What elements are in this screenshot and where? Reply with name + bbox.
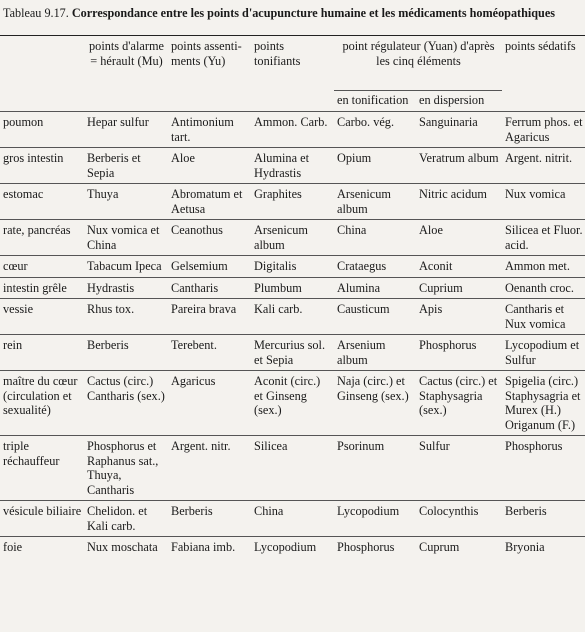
cell-yuan-toni: Arsenicum album [334,184,416,220]
cell-yuan-disp: Aloe [416,220,502,256]
cell-sedatifs: Ferrum phos. et Agaricus [502,112,585,148]
cell-toni: Digitalis [251,256,334,278]
cell-toni: Arsenicum album [251,220,334,256]
cell-yuan-toni: Causticum [334,299,416,335]
cell-sedatifs: Argent. nitrit. [502,148,585,184]
cell-toni: Aconit (circ.) et Ginseng (sex.) [251,371,334,436]
cell-yuan-toni: Phosphorus [334,537,416,558]
table-row [0,112,585,148]
cell-sedatifs: Nux vomica [502,184,585,220]
cell-yuan-toni: Naja (circ.) et Ginseng (sex.) [334,371,416,436]
caption-title: Correspondance entre les points d'acupuncture humaine et les médicaments homéopathiques [71,6,555,20]
cell-mu: Berberis [84,335,168,371]
cell-mu: Nux moschata [84,537,168,558]
cell-yu: Cantharis [168,277,251,299]
cell-yuan-disp: Phosphorus [416,335,502,371]
cell-yuan-disp: Colocynthis [416,501,502,537]
header-sedatifs: points sédatifs [502,36,585,112]
cell-mu: Thuya [84,184,168,220]
cell-toni: Ammon. Carb. [251,112,334,148]
table-row [0,371,585,436]
cell-yu: Ceanothus [168,220,251,256]
cell-yuan-disp: Cuprium [416,277,502,299]
cell-yuan-disp: Nitric acidum [416,184,502,220]
table-row [0,537,585,558]
cell-mu: Hydrastis [84,277,168,299]
cell-yuan-disp: Sanguinaria [416,112,502,148]
cell-toni: Plumbum [251,277,334,299]
table-row [0,256,585,278]
cell-organ: estomac [0,184,84,220]
cell-organ: vésicule biliaire [0,501,84,537]
caption-number: Tableau 9.17. [3,6,69,20]
cell-yuan-toni: Arsenium album [334,335,416,371]
cell-mu: Chelidon. et Kali carb. [84,501,168,537]
cell-organ: rate, pancréas [0,220,84,256]
cell-sedatifs: Lycopodium et Sulfur [502,335,585,371]
header-yu: points assenti-ments (Yu) [168,36,251,112]
cell-organ: triple réchauffeur [0,436,84,501]
cell-toni: Silicea [251,436,334,501]
cell-organ: cœur [0,256,84,278]
cell-toni: Kali carb. [251,299,334,335]
cell-mu: Rhus tox. [84,299,168,335]
header-yuan-toni: en tonification [334,91,416,112]
cell-yuan-disp: Sulfur [416,436,502,501]
correspondence-table [0,35,585,558]
cell-yu: Berberis [168,501,251,537]
cell-mu: Tabacum Ipeca [84,256,168,278]
cell-yu: Pareira brava [168,299,251,335]
table-row [0,501,585,537]
cell-yuan-toni: Crataegus [334,256,416,278]
cell-yu: Gelsemium [168,256,251,278]
table-row [0,277,585,299]
cell-yu: Terebent. [168,335,251,371]
cell-yuan-toni: China [334,220,416,256]
cell-yu: Fabiana imb. [168,537,251,558]
table-row [0,335,585,371]
cell-sedatifs: Cantharis et Nux vomica [502,299,585,335]
cell-yuan-disp: Aconit [416,256,502,278]
cell-yuan-toni: Lycopodium [334,501,416,537]
cell-yuan-toni: Psorinum [334,436,416,501]
cell-toni: Mercurius sol. et Sepia [251,335,334,371]
cell-organ: rein [0,335,84,371]
cell-organ: poumon [0,112,84,148]
cell-yu: Abromatum et Aetusa [168,184,251,220]
cell-yuan-disp: Cactus (circ.) et Staphysagria (sex.) [416,371,502,436]
header-mu: points d'alarme = hérault (Mu) [84,36,168,112]
table-row [0,148,585,184]
cell-sedatifs: Silicea et Fluor. acid. [502,220,585,256]
cell-yuan-disp: Cuprum [416,537,502,558]
cell-toni: Graphites [251,184,334,220]
cell-yuan-disp: Apis [416,299,502,335]
cell-organ: foie [0,537,84,558]
cell-yu: Agaricus [168,371,251,436]
table-row [0,184,585,220]
cell-sedatifs: Spigelia (circ.) Staphysagria et Murex (H.) Origanum (F.) [502,371,585,436]
cell-sedatifs: Ammon met. [502,256,585,278]
table-row [0,436,585,501]
cell-toni: China [251,501,334,537]
cell-sedatifs: Berberis [502,501,585,537]
cell-organ: gros intestin [0,148,84,184]
table-body [0,112,585,558]
cell-mu: Hepar sulfur [84,112,168,148]
cell-yu: Argent. nitr. [168,436,251,501]
header-row [0,36,585,91]
header-yuan-disp: en dispersion [416,91,502,112]
cell-sedatifs: Oenanth croc. [502,277,585,299]
cell-mu: Phosphorus et Raphanus sat., Thuya, Cantharis [84,436,168,501]
cell-toni: Lycopodium [251,537,334,558]
cell-organ: maître du cœur (circulation et sexualité) [0,371,84,436]
cell-yuan-toni: Opium [334,148,416,184]
cell-yu: Aloe [168,148,251,184]
cell-organ: intestin grêle [0,277,84,299]
cell-sedatifs: Phosphorus [502,436,585,501]
cell-yuan-toni: Alumina [334,277,416,299]
cell-mu: Cactus (circ.) Cantharis (sex.) [84,371,168,436]
header-toni: points tonifiants [251,36,334,112]
cell-mu: Nux vomica et China [84,220,168,256]
cell-yuan-disp: Veratrum album [416,148,502,184]
cell-mu: Berberis et Sepia [84,148,168,184]
cell-toni: Alumina et Hydrastis [251,148,334,184]
cell-sedatifs: Bryonia [502,537,585,558]
header-organ [0,36,84,112]
cell-yu: Antimonium tart. [168,112,251,148]
table-row [0,299,585,335]
cell-yuan-toni: Carbo. vég. [334,112,416,148]
table-caption [3,6,583,20]
table-row [0,220,585,256]
cell-organ: vessie [0,299,84,335]
header-yuan: point régulateur (Yuan) d'après les cinq éléments [334,36,502,91]
